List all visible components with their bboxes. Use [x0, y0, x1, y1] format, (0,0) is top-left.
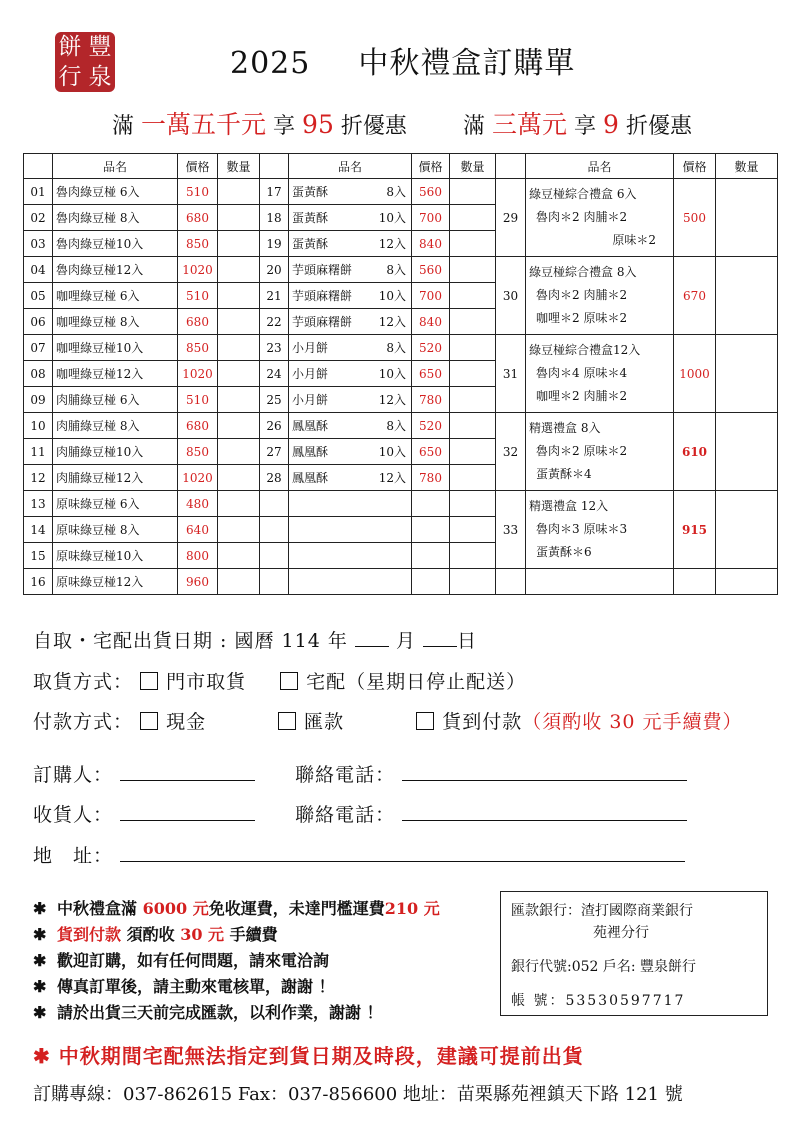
qty-cell[interactable]: [450, 257, 496, 283]
gift-contents: 咖哩＊2 原味＊2: [536, 311, 628, 325]
bank-branch: 苑裡分行: [593, 925, 649, 941]
item-price: 560: [412, 179, 450, 205]
page-title: [230, 38, 575, 82]
item-price: 640: [178, 517, 218, 543]
header-qty: 數量: [716, 154, 778, 179]
qty-cell[interactable]: [218, 309, 260, 335]
table-row: [24, 491, 778, 517]
qty-cell[interactable]: [218, 283, 260, 309]
qty-cell[interactable]: [716, 491, 778, 569]
qty-cell[interactable]: [218, 569, 260, 595]
item-price: 850: [178, 335, 218, 361]
pickup-delivery-label: 宅配（星期日停止配送）: [306, 671, 527, 693]
payment-row: [33, 707, 743, 734]
qty-cell[interactable]: [716, 335, 778, 413]
item-size: 12入: [378, 393, 406, 407]
item-name: 肉脯綠豆椪12入: [53, 465, 178, 491]
item-size: 10入: [378, 445, 406, 459]
pay-cash-label: 現金: [166, 711, 207, 733]
table-row: [24, 257, 778, 283]
gift-contents: 魯肉＊3 原味＊3: [536, 522, 628, 536]
item-price: 780: [412, 465, 450, 491]
gift-contents: 魯肉＊2 肉脯＊2: [536, 210, 628, 224]
item-number: 02: [24, 205, 53, 231]
item-price: 1020: [178, 361, 218, 387]
empty-cell: [450, 517, 496, 543]
gift-contents: 蛋黃酥＊4: [536, 467, 592, 481]
item-name: [289, 179, 412, 205]
qty-cell[interactable]: [218, 465, 260, 491]
item-price: 510: [178, 283, 218, 309]
item-price: 1020: [178, 465, 218, 491]
day-field[interactable]: [423, 629, 457, 647]
item-number: 26: [260, 413, 289, 439]
item-name: 原味綠豆椪12入: [53, 569, 178, 595]
qty-cell[interactable]: [450, 179, 496, 205]
item-price: 850: [178, 231, 218, 257]
qty-cell[interactable]: [716, 413, 778, 491]
gift-description: [526, 335, 674, 413]
item-number: 28: [260, 465, 289, 491]
note-item: ✱ 傳真訂單後，請主動來電核單，謝謝 ！: [33, 977, 335, 996]
item-name: 原味綠豆椪10入: [53, 543, 178, 569]
item-price: 700: [412, 283, 450, 309]
header-price: 價格: [412, 154, 450, 179]
item-price: 510: [178, 179, 218, 205]
address-label: 地 址：: [33, 845, 114, 867]
title-text: 中秋禮盒訂購單: [358, 46, 576, 81]
gift-title: 綠豆椪綜合禮盒 6入: [529, 187, 637, 201]
orderer-phone-label: 聯絡電話：: [295, 764, 396, 786]
item-name: 原味綠豆椪 8入: [53, 517, 178, 543]
item-name: [289, 231, 412, 257]
item-name-text: 鳳凰酥: [292, 445, 329, 459]
item-name: [289, 283, 412, 309]
item-number: 05: [24, 283, 53, 309]
item-price: 680: [178, 309, 218, 335]
year-unit: 年: [327, 630, 348, 652]
item-price: 840: [412, 231, 450, 257]
item-number: 15: [24, 543, 53, 569]
header-price: 價格: [178, 154, 218, 179]
item-price: 700: [412, 205, 450, 231]
note-item: ✱ 請於出貨三天前完成匯款，以利作業，謝謝 ！: [33, 1003, 383, 1022]
item-price: 800: [178, 543, 218, 569]
gift-title: 綠豆椪綜合禮盒 8入: [529, 265, 637, 279]
item-price: 650: [412, 439, 450, 465]
item-size: 8入: [386, 185, 406, 199]
qty-cell[interactable]: [450, 231, 496, 257]
pay-cod-checkbox[interactable]: [416, 712, 434, 730]
address-field[interactable]: [120, 844, 685, 862]
gift-title: 綠豆椪綜合禮盒12入: [529, 343, 641, 357]
date-label: 自取・宅配出貨日期 : 國曆: [33, 630, 275, 652]
gift-number: 29: [496, 179, 526, 257]
item-name-text: 蛋黃酥: [292, 237, 329, 251]
gift-title: 精選禮盒 8入: [529, 421, 601, 435]
item-name: [289, 257, 412, 283]
gift-description: [526, 491, 674, 569]
promo-text: 滿: [112, 114, 135, 139]
logo-char: 行: [58, 63, 82, 90]
empty-cell: [716, 569, 778, 595]
pay-cod-label: 貨到付款: [442, 711, 523, 733]
item-name: [289, 439, 412, 465]
empty-cell: [289, 543, 412, 569]
item-price: 840: [412, 309, 450, 335]
item-number: 04: [24, 257, 53, 283]
item-number: 12: [24, 465, 53, 491]
receiver-field[interactable]: [120, 803, 255, 821]
qty-cell[interactable]: [218, 439, 260, 465]
month-field[interactable]: [355, 629, 389, 647]
qty-cell[interactable]: [716, 179, 778, 257]
day-unit: 日: [457, 630, 478, 652]
item-number: 24: [260, 361, 289, 387]
item-size: 12入: [378, 237, 406, 251]
empty-cell: [674, 569, 716, 595]
gift-price: 915: [674, 491, 716, 569]
table-row: [24, 335, 778, 361]
pay-transfer-checkbox[interactable]: [278, 712, 296, 730]
gift-contents: 魯肉＊2 原味＊2: [536, 444, 628, 458]
qty-cell[interactable]: [218, 543, 260, 569]
orderer-label: 訂購人：: [33, 764, 114, 786]
order-table: [23, 153, 778, 595]
receiver-label: 收貨人：: [33, 804, 114, 826]
item-number: 27: [260, 439, 289, 465]
qty-cell[interactable]: [450, 465, 496, 491]
logo: [55, 32, 115, 92]
empty-cell: [412, 491, 450, 517]
item-number: 06: [24, 309, 53, 335]
table-row: [24, 413, 778, 439]
qty-cell[interactable]: [218, 361, 260, 387]
gift-contents: 魯肉＊2 肉脯＊2: [536, 288, 628, 302]
qty-cell[interactable]: [450, 205, 496, 231]
note-item: ✱ 貨到付款 須酌收 30 元 手續費: [33, 925, 278, 944]
header-name: 品名: [289, 154, 412, 179]
item-name: [289, 413, 412, 439]
item-number: 08: [24, 361, 53, 387]
bank-account: 帳 號：53530597717: [511, 993, 686, 1009]
item-price: 680: [178, 413, 218, 439]
empty-cell: [260, 491, 289, 517]
delivery-date-row: [33, 626, 477, 653]
item-price: 560: [412, 257, 450, 283]
empty-cell: [450, 543, 496, 569]
pay-transfer-label: 匯款: [304, 711, 345, 733]
item-name: 肉脯綠豆椪 6入: [53, 387, 178, 413]
item-name: 魯肉綠豆椪10入: [53, 231, 178, 257]
qty-cell[interactable]: [218, 413, 260, 439]
promo-text: 折優惠: [625, 114, 692, 139]
item-price: 960: [178, 569, 218, 595]
item-number: 25: [260, 387, 289, 413]
item-name: 魯肉綠豆椪 8入: [53, 205, 178, 231]
gift-contents: 魯肉＊4 原味＊4: [536, 366, 628, 380]
gift-price: 1000: [674, 335, 716, 413]
item-number: 22: [260, 309, 289, 335]
header-name: 品名: [526, 154, 674, 179]
qty-cell[interactable]: [450, 413, 496, 439]
empty-cell: [450, 569, 496, 595]
qty-cell[interactable]: [450, 387, 496, 413]
item-name-text: 芋頭麻糬餅: [292, 289, 353, 303]
item-name-text: 芋頭麻糬餅: [292, 315, 353, 329]
logo-char: 餅: [58, 33, 82, 60]
pickup-store-checkbox[interactable]: [140, 672, 158, 690]
qty-cell[interactable]: [218, 231, 260, 257]
footer-contact: 訂購專線：037-862615 Fax：037-856600 地址：苗栗縣苑裡鎮天下路 121 號: [33, 1084, 683, 1105]
item-name-text: 蛋黃酥: [292, 211, 329, 225]
item-name-text: 小月餅: [292, 393, 329, 407]
promo-rate: 9: [603, 110, 619, 139]
item-name-text: 鳳凰酥: [292, 419, 329, 433]
qty-cell[interactable]: [450, 283, 496, 309]
item-name-text: 小月餅: [292, 341, 329, 355]
item-name: 咖哩綠豆椪10入: [53, 335, 178, 361]
note-item: ✱ 中秋禮盒滿 6000 元免收運費，未達門檻運費210 元: [33, 899, 440, 918]
qty-cell[interactable]: [716, 257, 778, 335]
item-name-text: 蛋黃酥: [292, 185, 329, 199]
qty-cell[interactable]: [218, 335, 260, 361]
item-size: 10入: [378, 289, 406, 303]
item-size: 8入: [386, 263, 406, 277]
gift-number: 30: [496, 257, 526, 335]
payment-label: 付款方式：: [33, 711, 134, 733]
table-row: [24, 569, 778, 595]
logo-char: 泉: [88, 63, 112, 90]
item-number: 11: [24, 439, 53, 465]
table-row: [24, 179, 778, 205]
empty-cell: [496, 569, 526, 595]
empty-cell: [260, 569, 289, 595]
promo-text: 享: [574, 114, 597, 139]
pickup-store-label: 門市取貨: [166, 671, 247, 693]
note-item: ✱ 歡迎訂購，如有任何問題，請來電洽詢: [33, 951, 330, 970]
item-number: 14: [24, 517, 53, 543]
item-name: 肉脯綠豆椪 8入: [53, 413, 178, 439]
gift-description: [526, 179, 674, 257]
item-price: 520: [412, 413, 450, 439]
promo-1: [112, 105, 407, 141]
item-name-text: 小月餅: [292, 367, 329, 381]
orderer-phone-field[interactable]: [402, 763, 687, 781]
item-number: 23: [260, 335, 289, 361]
item-number: 03: [24, 231, 53, 257]
header-qty: 數量: [450, 154, 496, 179]
delivery-warning: ✱ 中秋期間宅配無法指定到貨日期及時段，建議可提前出貨: [33, 1044, 584, 1068]
item-price: 480: [178, 491, 218, 517]
qty-cell[interactable]: [450, 361, 496, 387]
qty-cell[interactable]: [218, 257, 260, 283]
bank-name: 匯款銀行：渣打國際商業銀行: [511, 903, 693, 919]
table-header-row: [24, 154, 778, 179]
receiver-phone-label: 聯絡電話：: [295, 804, 396, 826]
item-number: 20: [260, 257, 289, 283]
item-price: 510: [178, 387, 218, 413]
item-number: 17: [260, 179, 289, 205]
promo-amount: 三萬元: [492, 110, 568, 139]
item-number: 13: [24, 491, 53, 517]
promo-amount: 一萬五千元: [141, 110, 267, 139]
item-name: [289, 361, 412, 387]
month-unit: 月: [395, 630, 416, 652]
empty-cell: [260, 517, 289, 543]
item-number: 18: [260, 205, 289, 231]
bank-info-box: [500, 891, 768, 1016]
gift-contents: 原味＊2: [612, 233, 656, 247]
orderer-field[interactable]: [120, 763, 255, 781]
empty-cell: [289, 491, 412, 517]
qty-cell[interactable]: [218, 491, 260, 517]
promo-text: 享: [273, 114, 296, 139]
gift-number: 33: [496, 491, 526, 569]
item-number: 10: [24, 413, 53, 439]
item-name: 咖哩綠豆椪12入: [53, 361, 178, 387]
header-qty: 數量: [218, 154, 260, 179]
item-size: 12入: [378, 315, 406, 329]
bank-code: 銀行代號:052 戶名: 豐泉餅行: [511, 959, 697, 975]
item-price: 1020: [178, 257, 218, 283]
promo-2: [463, 105, 692, 141]
item-name: [289, 465, 412, 491]
logo-char: 豐: [88, 33, 112, 60]
gift-price: 670: [674, 257, 716, 335]
empty-cell: [450, 491, 496, 517]
gift-description: [526, 257, 674, 335]
notes-list: [33, 896, 440, 1026]
item-name: [289, 387, 412, 413]
pickup-row: [33, 667, 526, 694]
gift-price: 610: [674, 413, 716, 491]
qty-cell[interactable]: [450, 335, 496, 361]
qty-cell[interactable]: [218, 179, 260, 205]
item-name-text: 芋頭麻糬餅: [292, 263, 353, 277]
empty-cell: [289, 517, 412, 543]
item-size: 12入: [378, 471, 406, 485]
item-number: 16: [24, 569, 53, 595]
item-name: 肉脯綠豆椪10入: [53, 439, 178, 465]
item-size: 8入: [386, 419, 406, 433]
pay-cod-note: （須酌收 30 元手續費）: [522, 711, 743, 733]
gift-price: 500: [674, 179, 716, 257]
item-number: 09: [24, 387, 53, 413]
item-number: 19: [260, 231, 289, 257]
pickup-label: 取貨方式：: [33, 671, 134, 693]
gift-contents: 蛋黃酥＊6: [536, 545, 592, 559]
item-price: 850: [178, 439, 218, 465]
item-number: 01: [24, 179, 53, 205]
item-name: 原味綠豆椪 6入: [53, 491, 178, 517]
receiver-row: [33, 800, 687, 827]
item-name: [289, 309, 412, 335]
title-year: 2025: [230, 46, 311, 81]
promo-text: 滿: [463, 114, 486, 139]
item-price: 650: [412, 361, 450, 387]
header-price: 價格: [674, 154, 716, 179]
empty-cell: [526, 569, 674, 595]
item-size: 10入: [378, 367, 406, 381]
gift-contents: 咖哩＊2 肉脯＊2: [536, 389, 628, 403]
empty-cell: [412, 543, 450, 569]
header-name: 品名: [53, 154, 178, 179]
item-name: [289, 205, 412, 231]
empty-cell: [289, 569, 412, 595]
empty-cell: [412, 517, 450, 543]
item-price: 520: [412, 335, 450, 361]
item-name-text: 鳳凰酥: [292, 471, 329, 485]
item-size: 8入: [386, 341, 406, 355]
pickup-delivery-checkbox[interactable]: [280, 672, 298, 690]
gift-description: [526, 413, 674, 491]
item-size: 10入: [378, 211, 406, 225]
gift-number: 32: [496, 413, 526, 491]
item-name: [289, 335, 412, 361]
year-value: 114: [281, 630, 321, 652]
item-name: 咖哩綠豆椪 6入: [53, 283, 178, 309]
item-price: 780: [412, 387, 450, 413]
qty-cell[interactable]: [218, 205, 260, 231]
qty-cell[interactable]: [450, 439, 496, 465]
item-name: 魯肉綠豆椪 6入: [53, 179, 178, 205]
item-number: 07: [24, 335, 53, 361]
receiver-phone-field[interactable]: [402, 803, 687, 821]
qty-cell[interactable]: [218, 387, 260, 413]
qty-cell[interactable]: [450, 309, 496, 335]
pay-cash-checkbox[interactable]: [140, 712, 158, 730]
item-name: 咖哩綠豆椪 8入: [53, 309, 178, 335]
gift-title: 精選禮盒 12入: [529, 499, 609, 513]
orderer-row: [33, 760, 687, 787]
address-row: [33, 841, 685, 868]
gift-number: 31: [496, 335, 526, 413]
empty-cell: [412, 569, 450, 595]
item-name: 魯肉綠豆椪12入: [53, 257, 178, 283]
empty-cell: [260, 543, 289, 569]
qty-cell[interactable]: [218, 517, 260, 543]
item-price: 680: [178, 205, 218, 231]
promo-rate: 95: [302, 110, 334, 139]
item-number: 21: [260, 283, 289, 309]
promo-text: 折優惠: [340, 114, 407, 139]
